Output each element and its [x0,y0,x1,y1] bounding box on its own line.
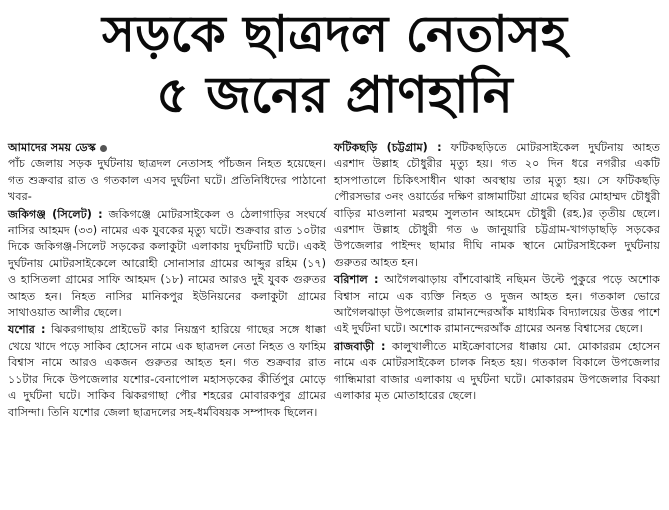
paragraph-jessore [8,322,326,420]
paragraph-text: ঝিকরগাছায় প্রাইভেট কার নিয়ন্ত্রণ হারিয়ে গাছের সঙ্গে ধাক্কা খেয়ে খাদে পড়ে সাকিব হোসেন নামে এক ছাত্রদল নেতা নিহত ও ফাহিম বিশ্বাস নামে আরও একজন গুরুতর আহত হন। গত শুক্রবার রাত ১১টার দিকে উপজেলার যশোর-বেনাপোল মহাসড়কের কীর্তিপুর মোড়ে এ দুর্ঘটনা ঘটে। সাকিব ঝিকরগাছা পৌর শহরের মোবারকপুর গ্রামের বাসিন্দা। তিনি যশোর জেলা ছাত্রদলের সহ-ধর্মবিষয়ক সম্পাদক ছিলেন। [8,323,327,419]
paragraph-text: আগৈলঝাড়ায় বাঁশবোঝাই নছিমন উল্টে পুকুরে পড়ে অশোক বিশ্বাস নামে এক ব্যক্তি নিহত ও দুজন আহত হন। গতকাল ভোরে আগৈলঝাড়া উপজেলার রামানন্দেরআঁক মাধ্যমিক বিদ্যালয়ের উত্তর পাশে এই দুর্ঘটনা ঘটে। অশোক রামানন্দেরআঁক গ্রামের অনন্ত বিশ্বাসের ছেলে। [334,273,661,336]
left-column [8,140,326,422]
paragraph-text: কালুখালীতে মাইক্রোবাসের ধাক্কায় মো. মোকাররম হোসেন নামে এক মোটরসাইকেল চালক নিহত হয়। গতকাল বিকালে উপজেলার গান্ধিমারা বাজার এলাকায় এ দুর্ঘটনা ঘটে। মোকাররম উপজেলার বিকয়া এলাকার মৃত মোতাহারের ছেলে। [334,339,661,403]
dateline: জকিগঞ্জ (সিলেট) : [8,207,103,221]
paragraph-fatikchhari [334,140,660,271]
paragraph-zakiganj [8,207,326,322]
byline-text: আমাদের সময় ডেস্ক [8,141,96,154]
paragraph-text: ফটিকছড়িতে মোটরসাইকেল দুর্ঘটনায় আহত এরশাদ উল্লাহ চৌধুরীর মৃত্যু হয়। গত ২০ দিন ধরে নগরীর একটি হাসপাতালে চিকিৎসাধীন থাকা অবস্থায় তার মৃত্যু হয়। সে ফটিকছড়ি পৌরসভার ৩নং ওয়ার্ডের দক্ষিণ রাঙ্গামাটিয়া গ্রামের ছবির মোহাম্মদ চৌধুরী বাড়ির মাওলানা মরহুম সুলতান আহমেদ চৌধুরী (রহ.)র তৃতীয় ছেলে। এরশাদ উল্লাহ চৌধুরী গত ৬ জানুয়ারি চট্টগ্রাম-খাগড়াছড়ি সড়কের উপজেলার পাইন্দং ছামার দীঘি নামক স্থানে মোটরসাইকেল দুর্ঘটনায় গুরুতর আহত হন। [334,141,660,269]
dateline: যশোর : [8,323,46,337]
byline [8,140,326,156]
dateline: রাজবাড়ী : [334,339,386,353]
bullet-icon [100,145,107,152]
dateline: বরিশাল : [334,273,379,287]
paragraph-intro [8,156,326,205]
headline [0,4,669,126]
dateline: ফটিকছড়ি (চট্টগ্রাম) : [334,141,442,154]
paragraph-text: জকিগঞ্জে মোটরসাইকেল ও ঠেলাগাড়ির সংঘর্ষে নাসির আহমদ (৩৩) নামের এক যুবকের মৃত্যু ঘটে। শুক্রবার রাত ১০টার দিকে জকিগঞ্জ-সিলেট সড়কের কলাকুটা এলাকায় দুর্ঘটনাটি ঘটে। একই দুর্ঘটনায় মোটরসাইকেলে আরোহী সোনাসার গ্রামের আব্দুর রহিম (১৭) ও হাসিতলা গ্রামের সাফি আহমদ (১৮) নামের আরও দুই যুবক গুরুতর আহত হন। নিহত নাসির মানিকপুর ইউনিয়নের কলাকুটা গ্রামের সাথাওয়াত আলীর ছেলে। [8,207,326,320]
paragraph-barishal [334,272,660,338]
paragraph-rajbari [334,339,660,405]
right-column [334,140,660,406]
paragraph-text: পাঁচ জেলায় সড়ক দুর্ঘটনায় ছাত্রদল নেতাসহ পাঁচজন নিহত হয়েছেন। গত শুক্রবার রাত ও গতকাল এসব দুর্ঘটনা ঘটে। প্রতিনিধিদের পাঠানো খবর- [8,157,326,204]
headline-line-2: ৫ জনের প্রাণহানি [156,66,513,124]
headline-line-1: সড়কে ছাত্রদল নেতাসহ [101,5,568,63]
